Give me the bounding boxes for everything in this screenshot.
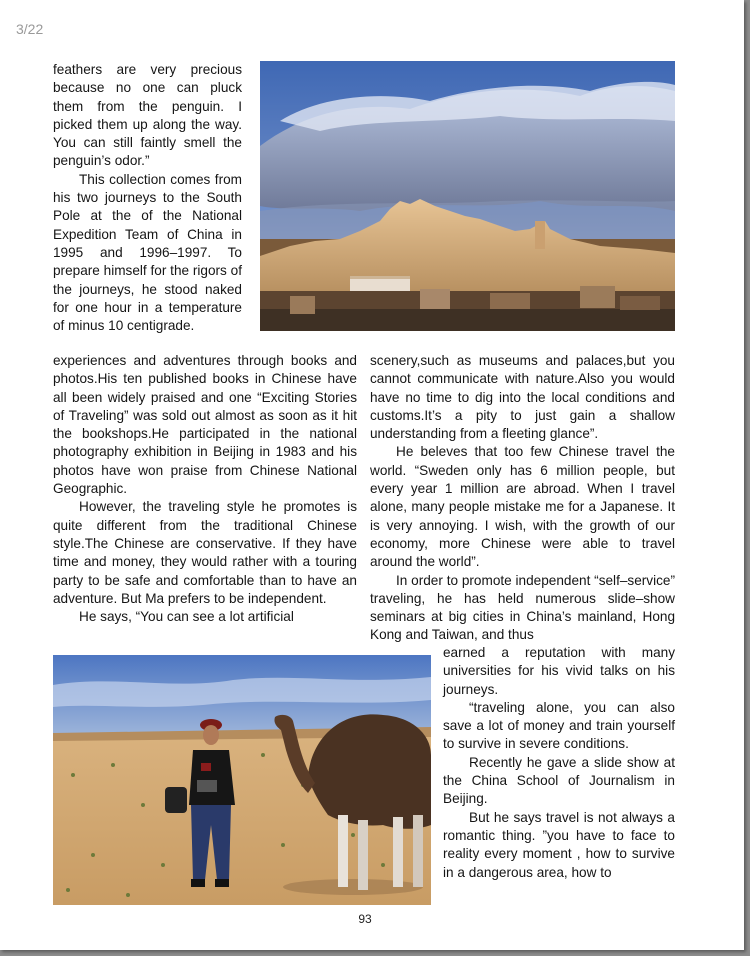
paragraph: earned a reputation with many universities for his vivid talks on his journeys. (443, 645, 675, 697)
paragraph: feathers are very precious because no one can pluck them from the penguin. I picked them up along the way. You can still faintly smell the penguin’s odor.” (53, 62, 242, 169)
paragraph: But he says travel is not always a romantic thing. ”you have to face to reality every moment , how to survive in a dangerous area, how to (443, 809, 675, 880)
paragraph: scenery,such as museums and palaces,but you cannot communicate with nature.Also you would have no time to dig into the local conditions and customs.It’s a pity to just gain a shallow understanding from a fleeting glance”. (370, 353, 675, 442)
paragraph: He says, “You can see a lot artificial (79, 609, 294, 625)
paragraph: He beleves that too few Chinese travel the world. “Sweden only has 6 million people, but every year 1 million are abroad. When I travel alone, many people mistake me for a Japanese. It is very annoying. I wish, with the growth of our economy, more Chinese were able to travel around the world”. (370, 444, 675, 570)
paragraph: However, the traveling style he promotes is quite different from the traditional Chinese style.The Chinese are conservative. If they have time and money, they would rather with a touring party to be safe and comfortable than to have an adventure. But Ma prefers to be independent. (53, 499, 357, 606)
paragraph: “traveling alone, you can also save a lot of money and train yourself to survive in severe conditions. (443, 699, 675, 752)
text-column-middle-left (53, 352, 357, 626)
page-indicator: 3/22 (16, 21, 44, 37)
desert-town-photo (260, 61, 675, 331)
man-with-camel-photo (53, 655, 431, 905)
paragraph: Recently he gave a slide show at the China School of Journalism in Beijing. (443, 754, 675, 807)
text-column-middle-right (370, 352, 675, 645)
paragraph: experiences and adventures through books and photos.His ten published books in Chinese have all been widely praised and one “Exciting Stories of Traveling” was sold out almost as soon as it hit the bookshops.He participated in the national photography exhibition in Beijing in 1983 and his photos have won praise from Chinese National Geographic. (53, 353, 357, 497)
text-column-top-left (53, 61, 242, 335)
paragraph: This collection comes from his two journeys to the South Pole at the of the National Expedition Team of China in 1995 and 1996–1997. To prepare himself for the rigors of the journeys, he stood naked for one hour in a temperature of minus 10 centigrade. (53, 171, 242, 334)
paragraph: In order to promote independent “self–service” traveling, he has held numerous slide–show seminars at big cities in China’s mainland, Hong Kong and Taiwan, and thus (370, 572, 675, 643)
text-column-bottom-right (443, 644, 675, 882)
page-number: 93 (358, 912, 372, 926)
